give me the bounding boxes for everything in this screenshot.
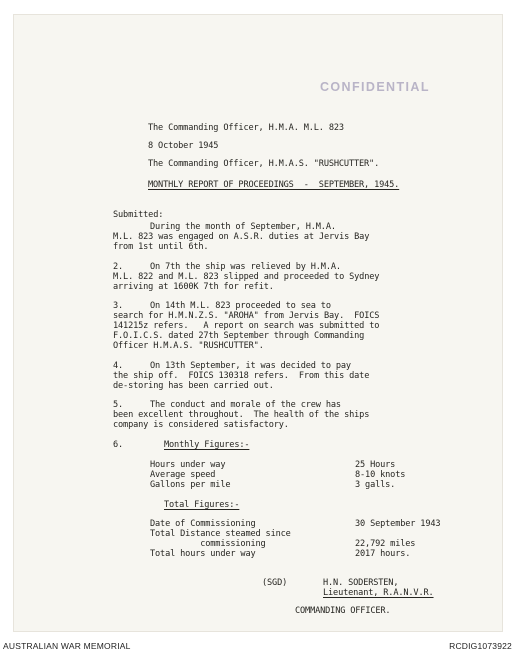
subject-line: MONTHLY REPORT OF PROCEEDINGS - SEPTEMBER, 1945. [148, 180, 400, 190]
monthly-label-1: Hours under way [150, 460, 226, 470]
monthly-value-2: 8-10 knots [355, 470, 406, 480]
total-value-1: 30 September 1943 [355, 519, 441, 529]
para2-line2: M.L. 822 and M.L. 823 slipped and proceeded to Sydney [113, 272, 380, 282]
monthly-value-3: 3 galls. [355, 480, 396, 490]
footer-source: AUSTRALIAN WAR MEMORIAL [3, 641, 131, 651]
para5-line3: company is considered satisfactory. [113, 420, 289, 430]
total-label-2: Total Distance steamed since [150, 529, 291, 539]
para3-line5: Officer H.M.A.S. "RUSHCUTTER". [113, 341, 264, 351]
total-figures-heading: Total Figures:- [164, 500, 240, 510]
total-value-3: 22,792 miles [355, 539, 416, 549]
monthly-label-2: Average speed [150, 470, 216, 480]
para2-line1: On 7th the ship was relieved by H.M.A. [150, 262, 341, 272]
confidential-stamp: CONFIDENTIAL [320, 80, 430, 94]
para3-line1: On 14th M.L. 823 proceeded to sea to [150, 301, 331, 311]
para2-number: 2. [113, 262, 124, 272]
para4-number: 4. [113, 361, 124, 371]
para1-line3: from 1st until 6th. [113, 242, 209, 252]
para4-line2: the ship off. FOICS 130318 refers. From this date [113, 371, 370, 381]
para3-number: 3. [113, 301, 124, 311]
to-line: The Commanding Officer, H.M.A.S. "RUSHCUTTER". [148, 159, 380, 169]
para3-line4: F.O.I.C.S. dated 27th September through Commanding [113, 331, 365, 341]
para2-line3: arriving at 1600K 7th for refit. [113, 282, 274, 292]
monthly-value-1: 25 Hours [355, 460, 396, 470]
monthly-figures-heading: Monthly Figures:- [164, 440, 250, 450]
para5-number: 5. [113, 400, 124, 410]
para5-line2: been excellent throughout. The health of the ships [113, 410, 370, 420]
para3-line2: search for H.M.N.Z.S. "AROHA" from Jervis Bay. FOICS [113, 311, 380, 321]
para5-line1: The conduct and morale of the crew has [150, 400, 341, 410]
para6-number: 6. [113, 440, 124, 450]
submitted-label: Submitted: [113, 210, 164, 220]
para4-line1: On 13th September, it was decided to pay [150, 361, 351, 371]
para1-line1: During the month of September, H.M.A. [150, 222, 336, 232]
total-label-1: Date of Commissioning [150, 519, 256, 529]
total-label-4: Total hours under way [150, 549, 256, 559]
footer-record-id: RCDIG1073922 [449, 641, 512, 651]
signature-sgd: (SGD) [262, 578, 288, 588]
from-line: The Commanding Officer, H.M.A. M.L. 823 [148, 123, 344, 133]
total-label-3: commissioning [150, 539, 266, 549]
para1-line2: M.L. 823 was engaged on A.S.R. duties at Jervis Bay [113, 232, 370, 242]
signature-rank: Lieutenant, R.A.N.V.R. [323, 588, 434, 598]
para3-line3: 141215z refers. A report on search was submitted to [113, 321, 380, 331]
signature-name: H.N. SODERSTEN, [323, 578, 399, 588]
para4-line3: de-storing has been carried out. [113, 381, 274, 391]
signature-title: COMMANDING OFFICER. [295, 606, 391, 616]
total-value-4: 2017 hours. [355, 549, 411, 559]
monthly-label-3: Gallons per mile [150, 480, 231, 490]
date-line: 8 October 1945 [148, 141, 219, 151]
